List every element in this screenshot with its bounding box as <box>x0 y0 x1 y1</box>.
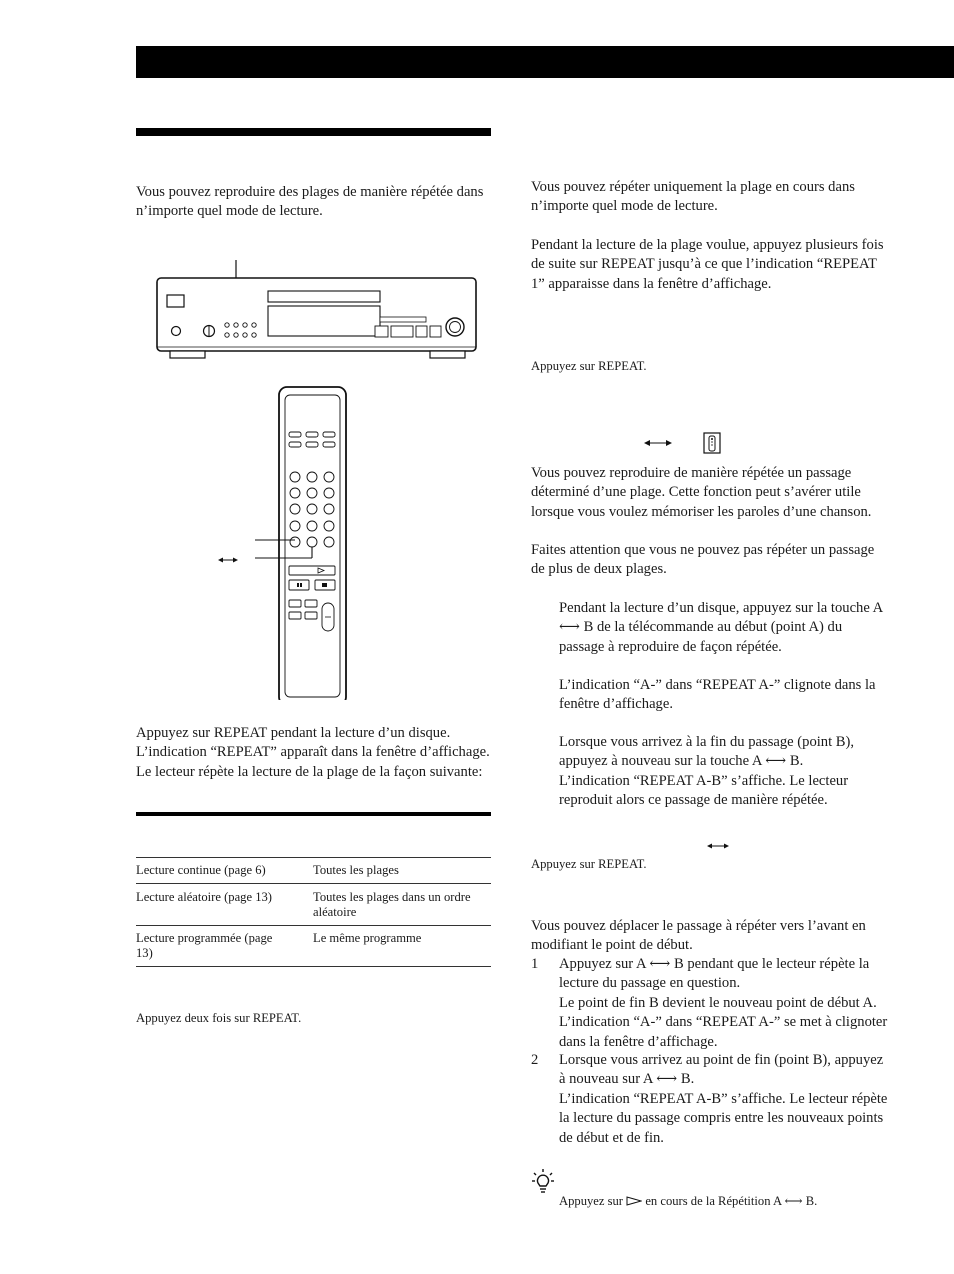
double-arrow-icon <box>706 840 730 852</box>
section-rule <box>136 128 491 136</box>
table-cell-repeat: Toutes les plages dans un ordre aléatoire <box>313 890 471 919</box>
table-rule <box>136 857 491 858</box>
ab-step2-detail: L’indication “REPEAT A-B” s’affiche. Le lecteur reproduit alors ce passage de manière répétée. <box>559 773 849 809</box>
move-step2-detail: L’indication “REPEAT A-B” s’affiche. Le lecteur répète la lecture du passage compris entre les nouveaux points de début et de fin. <box>559 1091 888 1146</box>
step-number: 2 <box>531 1052 539 1068</box>
cancel-note: Appuyez deux fois sur REPEAT. <box>136 1011 302 1025</box>
double-arrow-icon <box>218 558 238 563</box>
ab-step2-main: Lorsque vous arrivez à la fin du passage (point B), appuyez à nouveau sur la touche A ⟷ B. <box>559 734 855 770</box>
step-number: 1 <box>531 956 539 972</box>
table-cell-mode: Lecture programmée (page 13) <box>136 931 273 960</box>
table-cell-repeat: Le même programme <box>313 931 422 945</box>
repeat1-instruction: Pendant la lecture de la plage voulue, appuyez plusieurs fois de suite sur REPEAT jusqu’à ce que l’indication “REPEAT 1” apparaisse dans la fenêtre d’affichage. <box>531 237 884 292</box>
cd-player-illustration <box>150 255 485 700</box>
tip-before: Appuyez sur <box>559 1194 624 1208</box>
table-rule <box>136 925 491 926</box>
table-cell-repeat: Toutes les plages <box>313 863 399 877</box>
lightbulb-tip-icon <box>531 1168 555 1194</box>
repeat-instruction: Appuyez sur REPEAT pendant la lecture d’un disque. L’indication “REPEAT” apparaît dans la fenêtre d’affichage. Le lecteur répète la lecture de la plage de la façon suivante: <box>136 725 490 780</box>
ab-step1-main: Pendant la lecture d’un disque, appuyez sur la touche A ⟷ B de la télécommande au début (point A) du passage à reproduire de façon répétée. <box>559 600 883 655</box>
ab-cancel: Appuyez sur REPEAT. <box>531 857 647 871</box>
ab-step1-detail: L’indication “A-” dans “REPEAT A-” clignote dans la fenêtre d’affichage. <box>559 677 876 713</box>
repeat1-cancel: Appuyez sur REPEAT. <box>531 359 647 373</box>
intro-text: Vous pouvez reproduire des plages de manière répétée dans n’importe quel mode de lecture. <box>136 184 484 220</box>
play-icon <box>626 1196 642 1206</box>
table-rule <box>136 966 491 967</box>
table-rule <box>136 883 491 884</box>
tip-after: en cours de la Répétition A ⟷ B. <box>645 1194 818 1208</box>
remote-control-icon <box>703 432 721 454</box>
move-intro: Vous pouvez déplacer le passage à répéter vers l’avant en modifiant le point de début. <box>531 918 866 954</box>
move-step1-detail: Le point de fin B devient le nouveau point de début A. L’indication “A-” dans “REPEAT A-” se met à clignoter dans la fenêtre d’affichage. <box>559 995 888 1050</box>
move-step2-main: Lorsque vous arrivez au point de fin (point B), appuyez à nouveau sur A ⟷ B. <box>559 1052 884 1088</box>
double-arrow-icon <box>643 436 673 450</box>
tip-text <box>559 1194 899 1210</box>
move-step1-main: Appuyez sur A ⟷ B pendant que le lecteur répète la lecture du passage en question. <box>559 956 870 992</box>
table-cell-mode: Lecture aléatoire (page 13) <box>136 890 272 904</box>
header-bar <box>136 46 954 78</box>
table-top-rule <box>136 812 491 816</box>
table-cell-mode: Lecture continue (page 6) <box>136 863 266 877</box>
ab-warning: Faites attention que vous ne pouvez pas répéter un passage de plus de deux plages. <box>531 542 875 578</box>
ab-intro: Vous pouvez reproduire de manière répétée un passage déterminé d’une plage. Cette fonction peut s’avérer utile lorsque vous voulez mémoriser les paroles d’une chanson. <box>531 465 872 520</box>
repeat1-intro: Vous pouvez répéter uniquement la plage en cours dans n’importe quel mode de lecture. <box>531 179 855 215</box>
